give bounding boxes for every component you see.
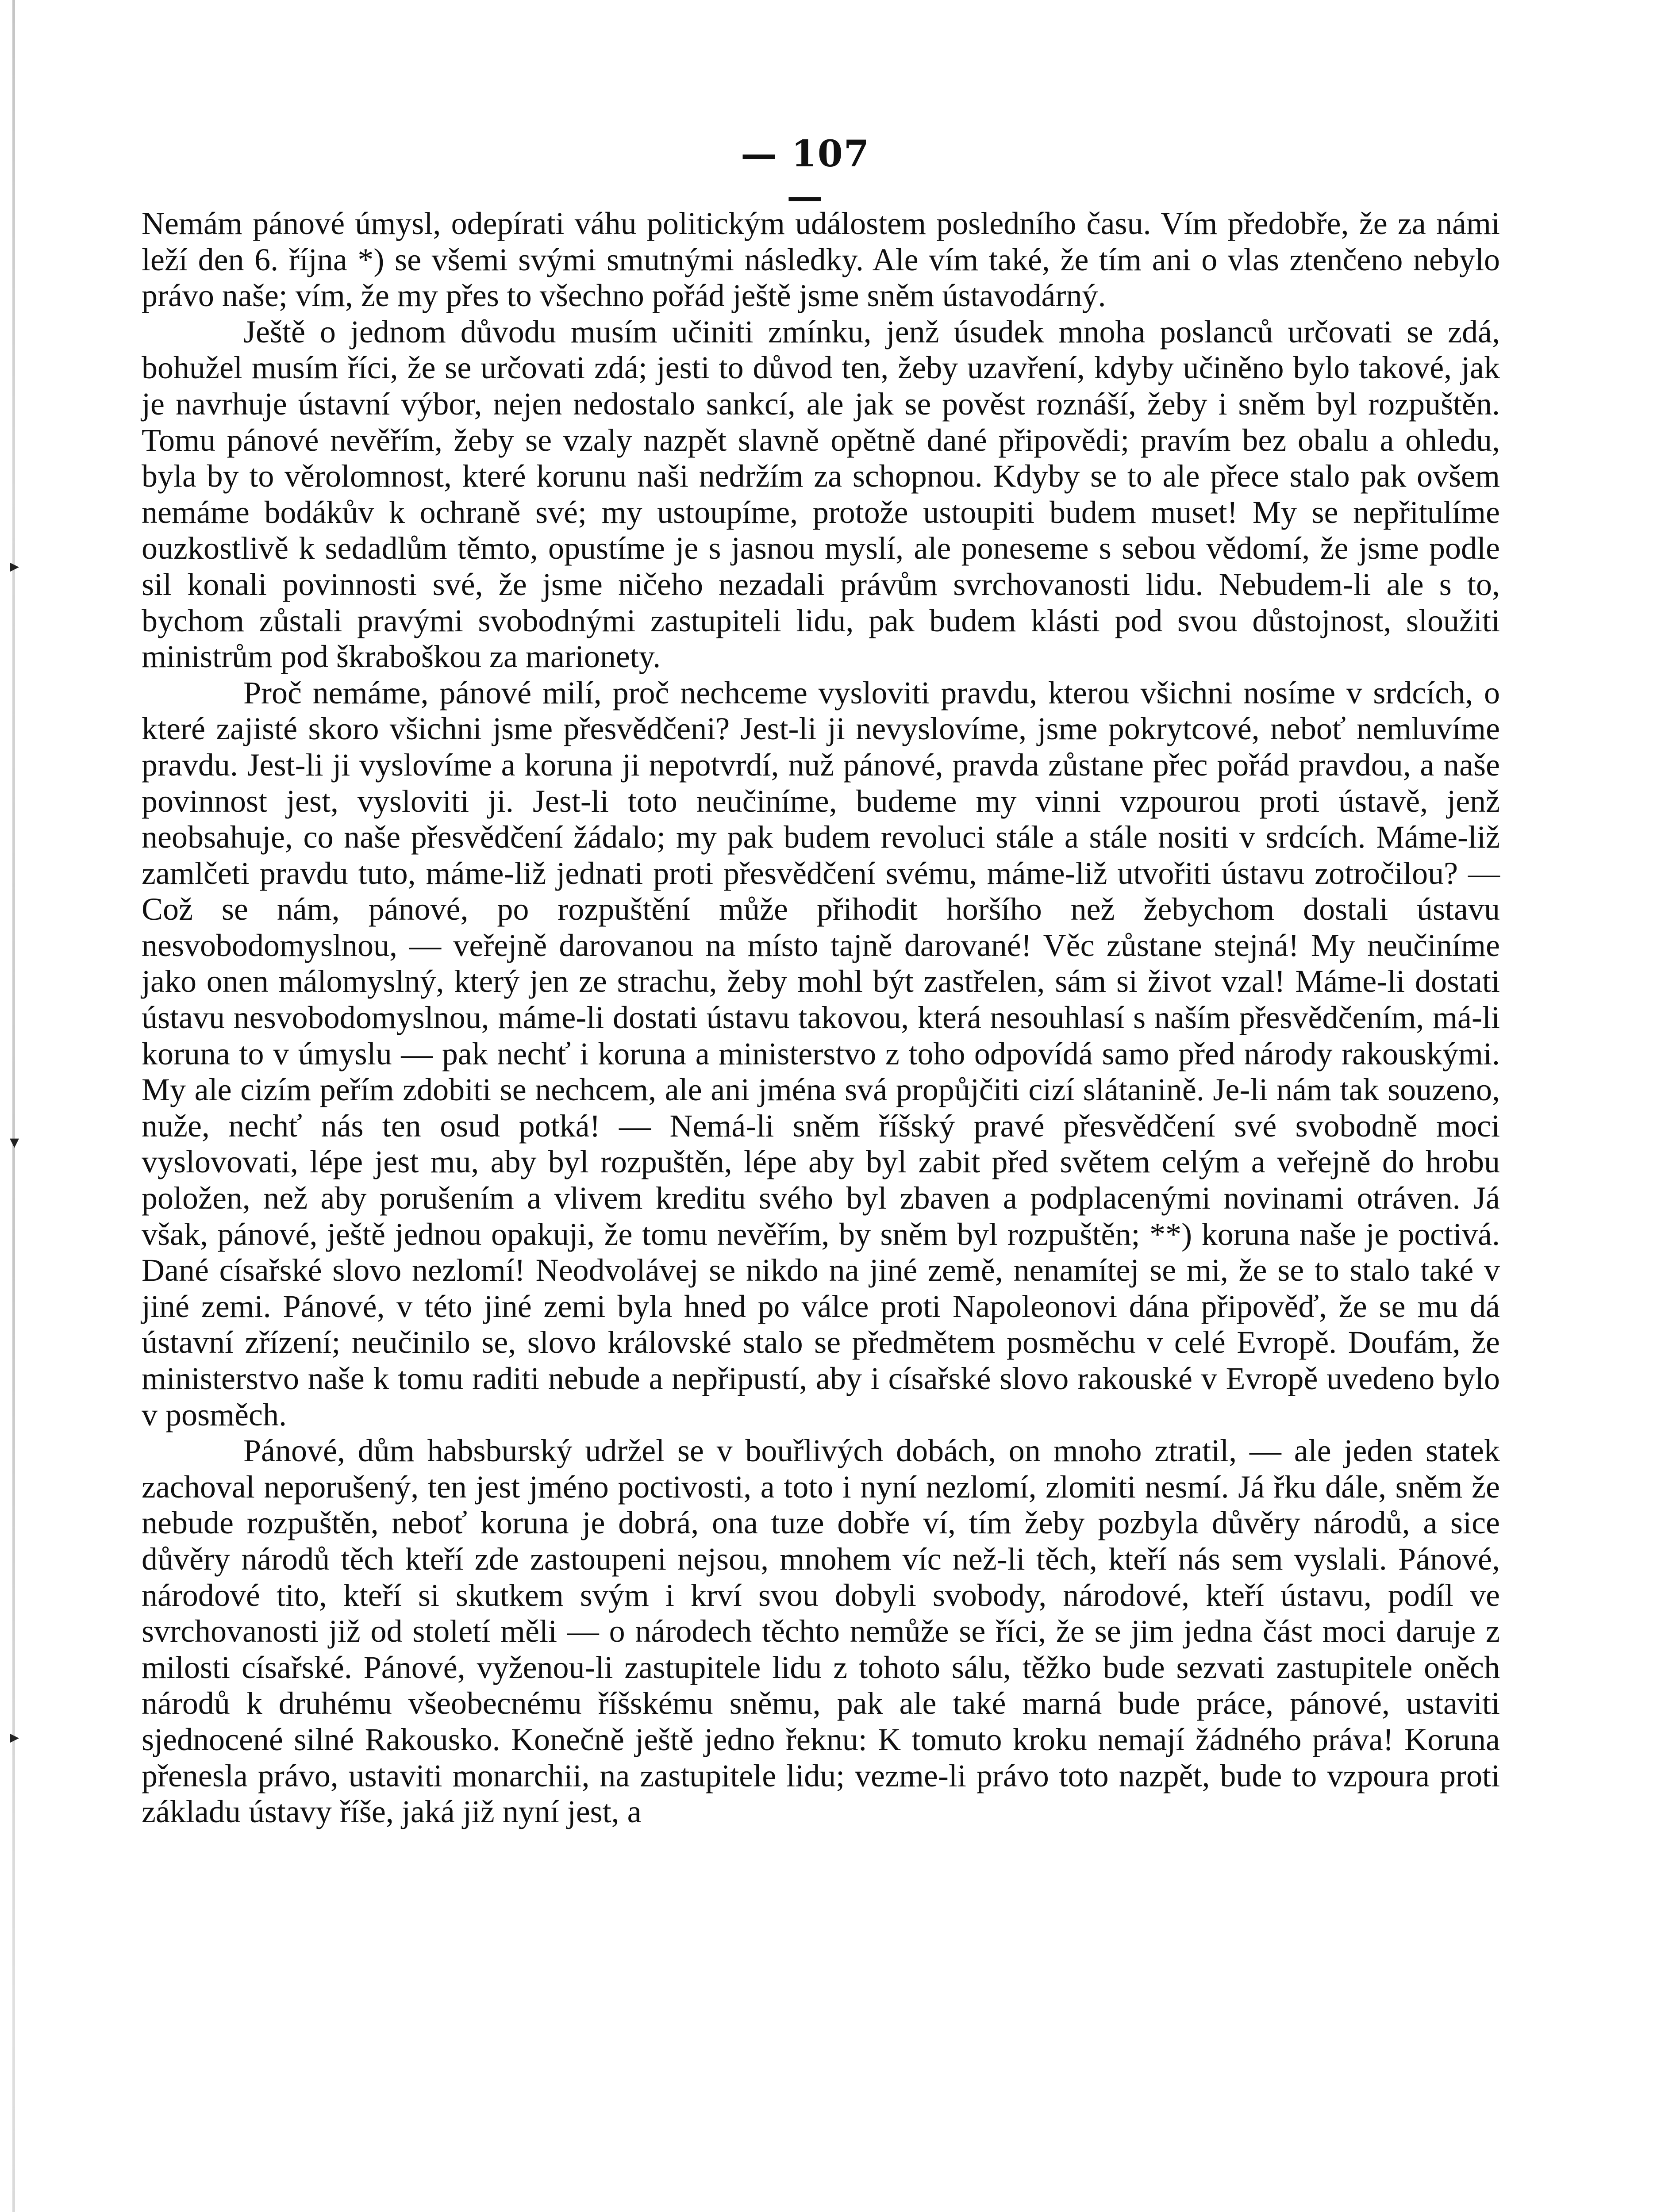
margin-mark: ▾ — [10, 1131, 19, 1152]
paragraph: Nemám pánové úmysl, odepírati váhu politickým událostem posledního času. Vím předobře, že za námi leží den 6. října *) se všemi svými smutnými následky. Ale vím také, že tím ani o vlas ztenčeno nebylo právo naše; vím, že my přes to všechno pořád ještě jsme sněm ústavodárný. — [142, 206, 1500, 314]
paragraph: Pánové, dům habsburský udržel se v bouřlivých dobách, on mnoho ztratil, — ale jeden statek zachoval neporušený, ten jest jméno poctivosti, a toto i nyní nezlomí, zlomiti nesmí. Já řku dále, sněm že nebude rozpuštěn, neboť koruna je dobrá, ona tuze dobře ví, tím žeby pozbyla důvěry národů, a sice důvěry národů těch kteří zde zastoupeni nejsou, mnohem víc než-li těch, kteří nás sem vyslali. Pánové, národové tito, kteří si skutkem svým i krví svou dobyli svobody, národové, kteří ústavu, podíl ve svrchovanosti již od století měli — o národech těchto nemůže se říci, že se jim jedna část moci daruje z milosti císařské. Pánové, vyženou-li zastupitele lidu z tohoto sálu, těžko bude sezvati zastupitele oněch národů k druhému všeobecnému říšskému sněmu, pak ale také marná bude práce, pánové, ustaviti sjednocené silné Rakousko. Konečně ještě jedno řeknu: K tomuto kroku nemají žádného práva! Koruna přenesla právo, ustaviti monarchii, na zastupitele lidu; vezme-li právo toto nazpět, bude to vzpoura proti základu ústavy říše, jaká již nyní jest, a — [142, 1433, 1500, 1830]
margin-mark: ▸ — [10, 1726, 19, 1747]
paragraph: Ještě o jednom důvodu musím učiniti zmínku, jenž úsudek mnoha poslanců určovati se zdá, bohužel musím říci, že se určovati zdá; jesti to důvod ten, žeby uzavření, kdyby učiněno bylo takové, jak je navrhuje ústavní výbor, nejen nedostalo sankcí, ale jak se pověst roznáší, žeby i sněm byl rozpuštěn. Tomu pánové nevěřím, žeby se vzaly nazpět slavně opětně dané připovědi; pravím bez obalu a ohledu, byla by to věrolomnost, které korunu naši nedržím za schopnou. Kdyby se to ale přece stalo pak ovšem nemáme bodákův k ochraně své; my ustoupíme, protože ustoupiti budem muset! My se nepřitulíme ouzkostlivě k sedadlům těmto, opustíme je s jasnou myslí, ale poneseme s sebou vědomí, že jsme podle sil konali povinnosti své, že jsme ničeho nezadali právům svrchovanosti lidu. Nebudem-li ale s to, bychom zůstali pravými svobodnými zastupiteli lidu, pak budem klásti pod svou důstojnost, sloužiti ministrům pod škraboškou za marionety. — [142, 314, 1500, 675]
paragraph: Proč nemáme, pánové milí, proč nechceme vysloviti pravdu, kterou všichni nosíme v srdcích, o které zajisté skoro všichni jsme přesvědčeni? Jest-li ji nevyslovíme, jsme pokrytcové, neboť nemluvíme pravdu. Jest-li ji vyslovíme a koruna ji nepotvrdí, nuž pánové, pravda zůstane přec pořád pravdou, a naše povinnost jest, vysloviti ji. Jest-li toto neučiníme, budeme my vinni vzpourou proti ústavě, jenž neobsahuje, co naše přesvědčení žádalo; my pak budem revoluci stále a stále nositi v srdcích. Máme-liž zamlčeti pravdu tuto, máme-liž jednati proti přesvědčení svému, máme-liž utvořiti ústavu zotročilou? — Což se nám, pánové, po rozpuštění může přihodit horšího než žebychom dostali ústavu nesvobodomyslnou, — veřejně darovanou na místo tajně darované! Věc zůstane stejná! My neučiníme jako onen málomyslný, který jen ze strachu, žeby mohl být zastřelen, sám si život vzal! Máme-li dostati ústavu nesvobodomyslnou, máme-li dostati ústavu takovou, která nesouhlasí s naším přesvědčením, má-li koruna to v úmyslu — pak nechť i koruna a ministerstvo z toho odpovídá samo před národy rakouskými. My ale cizím peřím zdobiti se nechcem, ale ani jména svá propůjčiti cizí slátanině. Je-li nám tak souzeno, nuže, nechť nás ten osud potká! — Nemá-li sněm říšský pravé přesvědčení své svobodně moci vyslovovati, lépe jest mu, aby byl rozpuštěn, lépe aby byl zabit před světem celým a veřejně do hrobu položen, než aby porušením a vlivem kreditu svého byl zbaven a podplacenými novinami otráven. Já však, pánové, ještě jednou opakuji, že tomu nevěřím, by sněm byl rozpuštěn; **) koruna naše je poctivá. Dané císařské slovo nezlomí! Neodvolávej se nikdo na jiné země, nenamítej se mi, že se to stalo také v jiné zemi. Pánové, v této jiné zemi byla hned po válce proti Napoleonovi dána připověď, že se mu dá ústavní zřízení; neučinilo se, slovo královské stalo se předmětem posměchu v celé Evropě. Doufám, že ministerstvo naše k tomu raditi nebude a nepřipustí, aby i císařské slovo rakouské v Evropě uvedeno bylo v posměch. — [142, 675, 1500, 1432]
page-number: — 107 — — [741, 133, 870, 218]
scan-binding-edge — [12, 0, 15, 2212]
body-text — [142, 206, 1500, 1830]
margin-mark: ▸ — [10, 555, 19, 576]
